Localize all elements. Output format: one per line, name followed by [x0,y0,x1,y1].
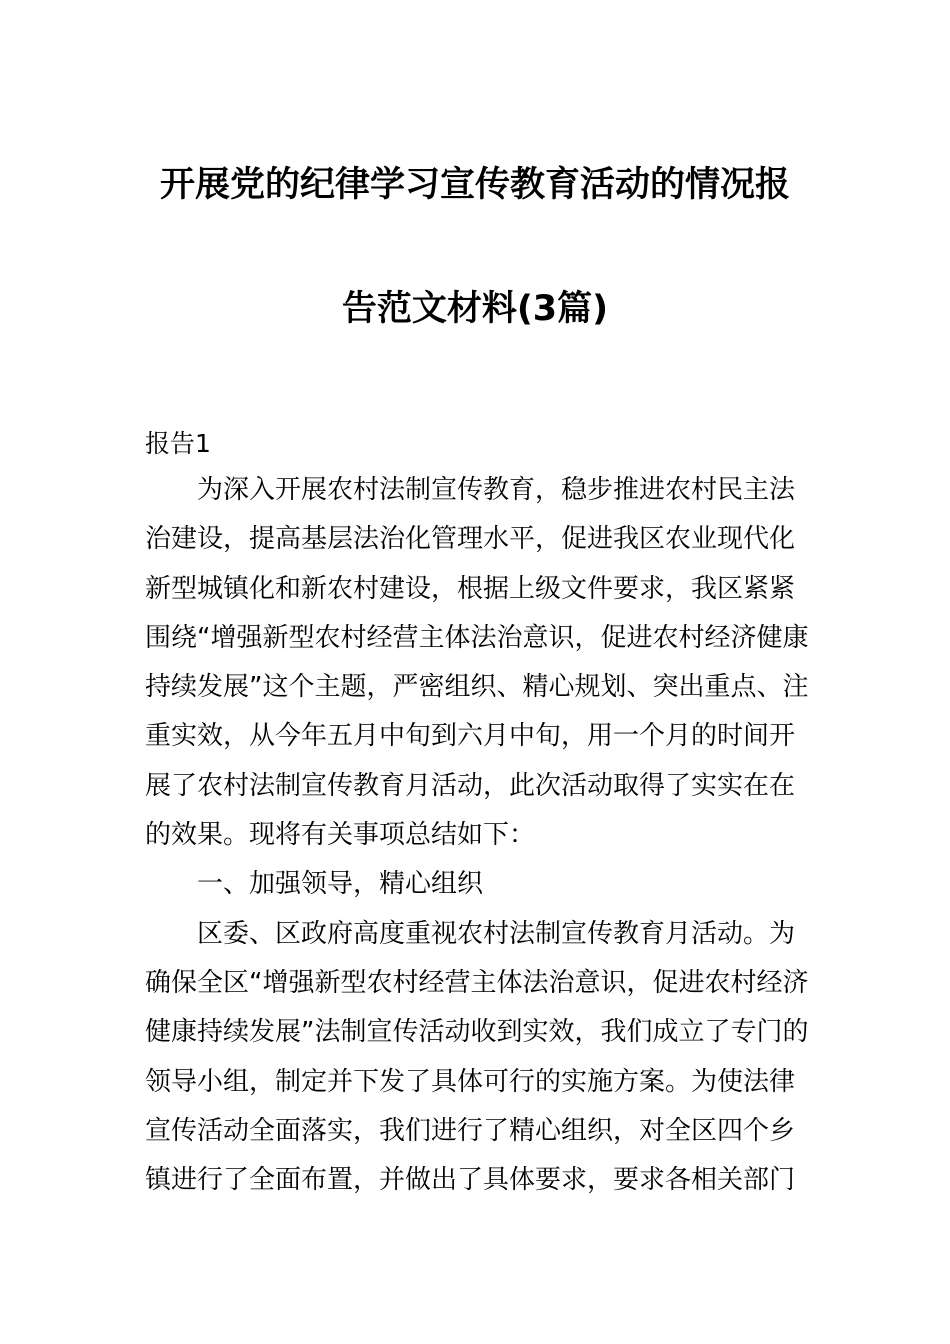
report-label: 报告1 [145,429,211,458]
paragraph-line: 区委、区政府高度重视农村法制宣传教育月活动。为 [197,918,796,949]
paragraph-line: 重实效，从今年五月中旬到六月中旬，用一个月的时间开 [145,721,796,752]
document-title-line-2: 告范文材料(3篇) [341,289,609,329]
document-body [145,466,815,1205]
paragraph-line: 宣传活动全面落实，我们进行了精心组织，对全区四个乡 [145,1115,796,1146]
paragraph-line: 持续发展”这个主题，严密组织、精心规划、突出重点、注 [145,672,809,703]
paragraph-line: 治建设，提高基层法治化管理水平，促进我区农业现代化 [145,524,796,555]
section-heading: 一、加强领导，精心组织 [197,869,484,900]
paragraph-line: 围绕“增强新型农村经营主体法治意识，促进农村经济健康 [145,622,809,653]
paragraph-line: 确保全区“增强新型农村经营主体法治意识，促进农村经济 [145,967,809,998]
paragraph-line: 新型城镇化和新农村建设，根据上级文件要求，我区紧紧 [145,573,796,604]
paragraph-line: 健康持续发展”法制宣传活动收到实效，我们成立了专门的 [145,1017,809,1048]
paragraph-line: 为深入开展农村法制宣传教育，稳步推进农村民主法 [197,475,796,505]
document-title-line-1: 开展党的纪律学习宣传教育活动的情况报 [159,165,790,205]
paragraph-line: 的效果。现将有关事项总结如下： [145,820,536,851]
paragraph-line: 镇进行了全面布置，并做出了具体要求，要求各相关部门 [145,1165,796,1196]
paragraph-line: 领导小组，制定并下发了具体可行的实施方案。为使法律 [145,1066,796,1097]
paragraph-line: 展了农村法制宣传教育月活动，此次活动取得了实实在在 [145,770,796,801]
